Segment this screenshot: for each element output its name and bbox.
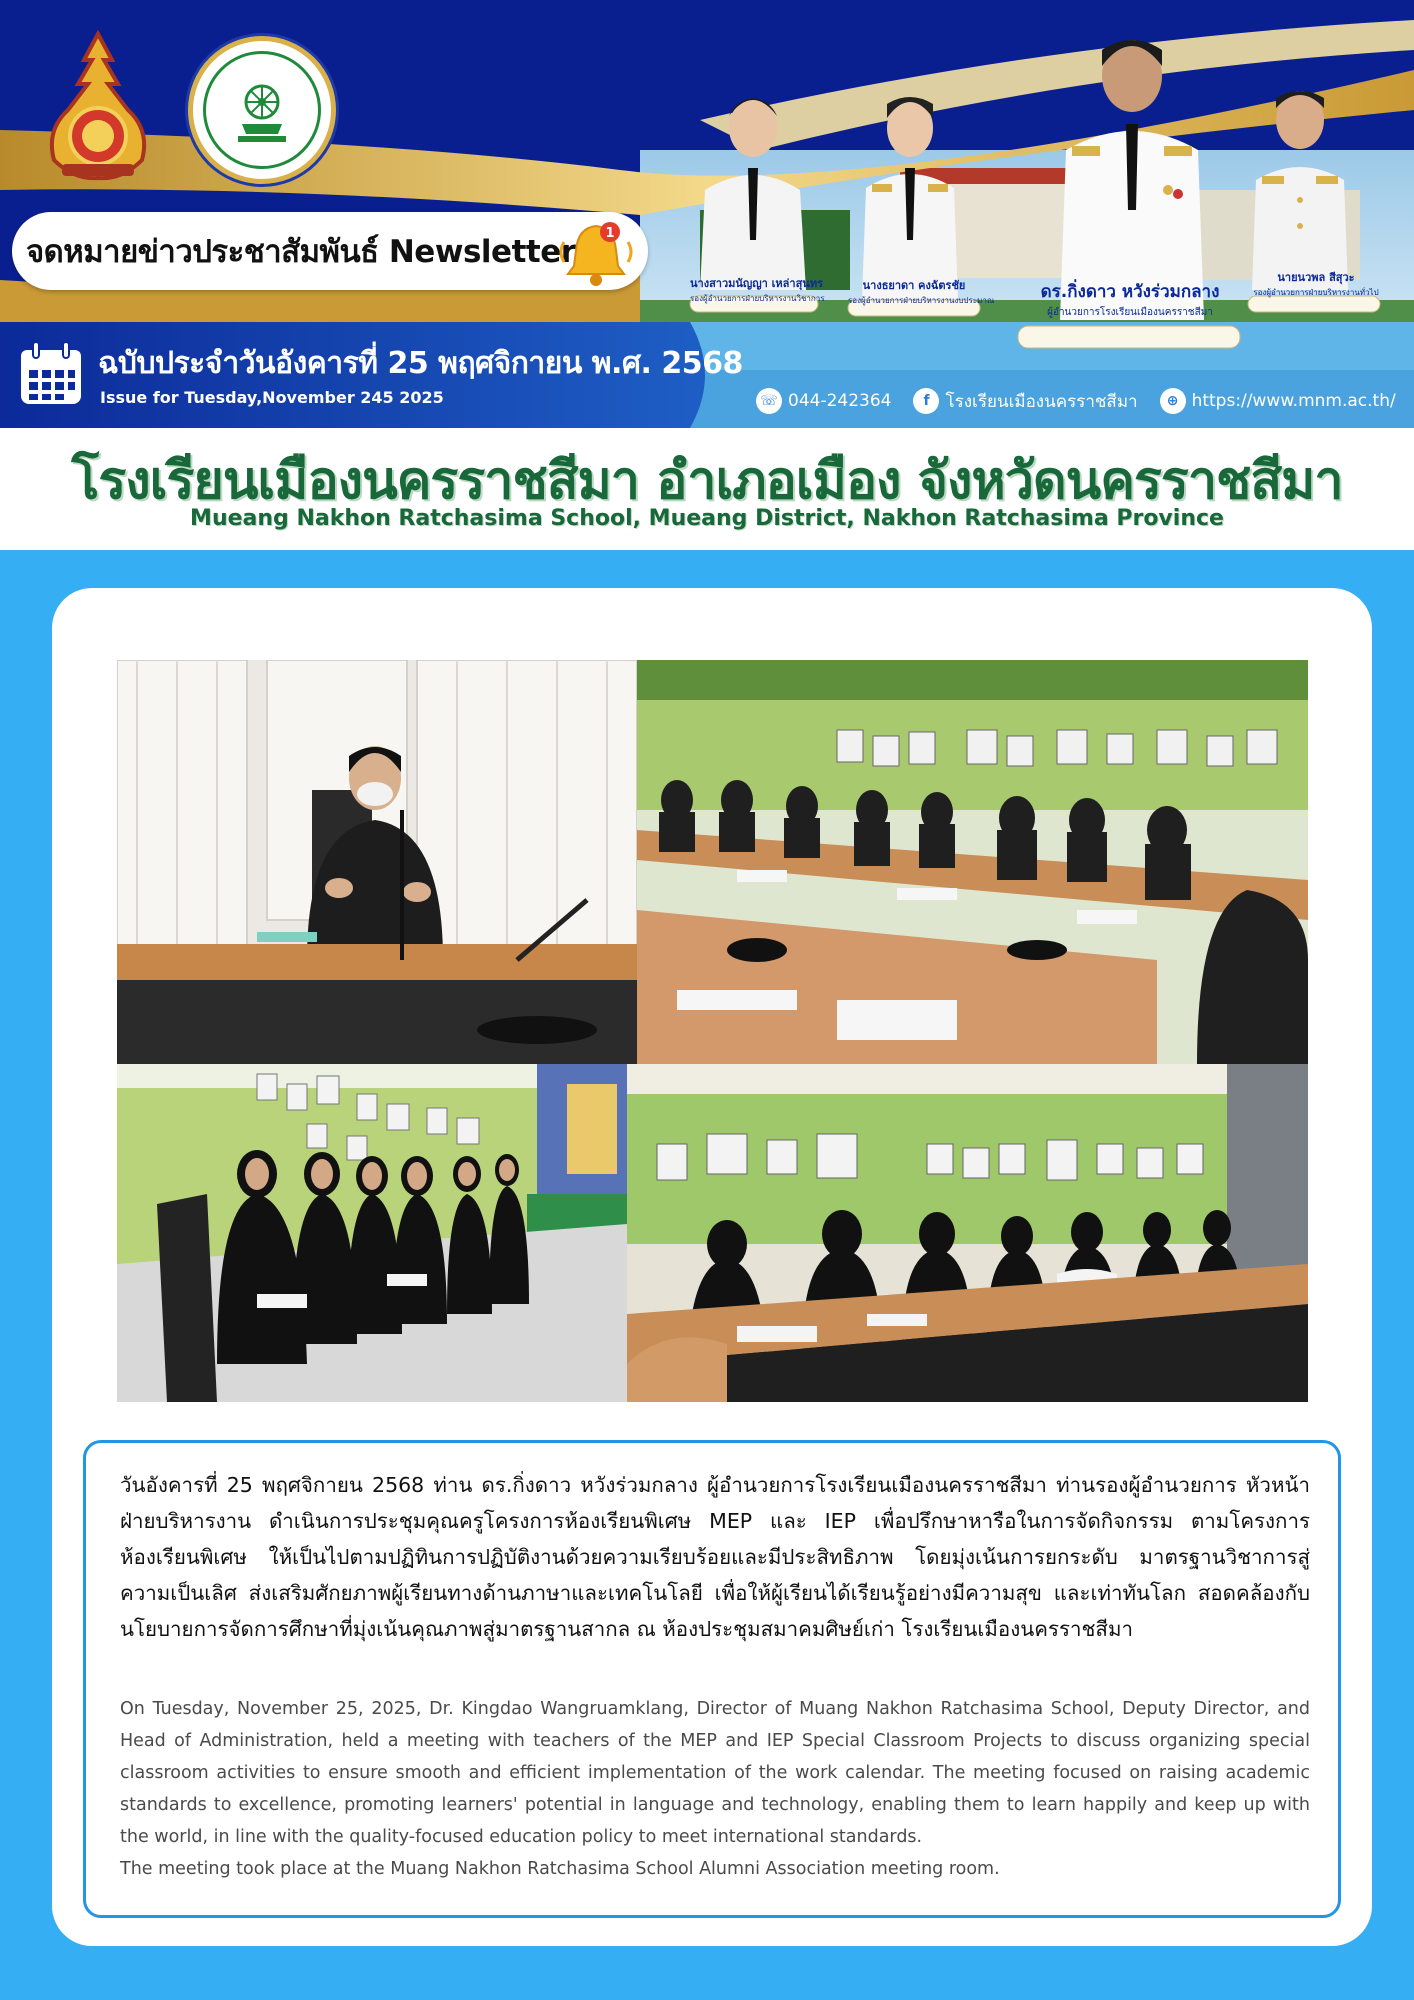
phone-number: 044-242364 [788,391,892,411]
person-1-name: นางสาวมนัญญา เหล่าสุนทร [690,277,823,290]
photo-collage [117,660,1308,1402]
person-4-position: รองผู้อำนวยการฝ่ายบริหารงานทั่วไป [1253,288,1379,297]
person-2-figure [862,97,958,300]
person-4-figure [1252,91,1348,290]
person-1-figure [700,98,806,290]
website-url: https://www.mnm.ac.th/ [1191,391,1396,411]
facebook-contact[interactable] [913,388,1137,415]
phone-icon: ☏ [756,388,782,414]
person-4-name: นายนวพล สีสุวะ [1277,271,1355,284]
facebook-page-name: โรงเรียนเมืองนครราชสีมา [945,391,1138,412]
calendar-icon [18,340,84,408]
person-2-position: รองผู้อำนวยการฝ่ายบริหารงานงบประมาณ [848,296,995,305]
photo-director-speaking [117,660,637,1064]
newsletter-title: จดหมายข่าวประชาสัมพันธ์ Newsletter [26,234,576,270]
person-4-caption [1250,268,1382,299]
photo-teachers-long-table [627,1064,1308,1402]
school-name-band [0,428,1414,550]
person-3-name: ดร.กิ่งดาว หวังร่วมกลาง [1040,282,1220,302]
newsletter-header [0,0,1414,428]
issue-date-thai: ฉบับประจำวันอังคารที่ 25 พฤศจิกายน พ.ศ. 2568 [98,346,743,381]
article-body-english: On Tuesday, November 25, 2025, Dr. Kingdao Wangruamklang, Director of Muang Nakhon Ratchasima School, Deputy Director, and Head of Administration, held a meeting with teachers of the MEP and IEP Special Classroom Projects to discuss organizing special classroom activities to ensure smooth and efficient implementation of the work calendar. The meeting focused on raising academic standards to excellence, promoting learners' potential in language and technology, enabling them to learn happily and keep up with the world, in line with the quality-focused education policy to meet international standards. [120,1699,1310,1847]
article-body-english-location: The meeting took place at the Muang Nakhon Ratchasima School Alumni Association meeting room. [120,1859,1000,1879]
photo-teachers-seated-row [117,1064,627,1402]
website-contact[interactable] [1160,388,1396,414]
school-name-english: Mueang Nakhon Ratchasima School, Mueang District, Nakhon Ratchasima Province [190,506,1224,531]
person-1-caption [690,274,825,305]
school-name-thai: โรงเรียนเมืองนครราชสีมา อำเภอเมือง จังหวัดนครราชสีมา [71,451,1343,511]
article-body-thai: วันอังคารที่ 25 พฤศจิกายน 2568 ท่าน ดร.กิ่งดาว หวังร่วมกลาง ผู้อำนวยการโรงเรียนเมืองนครราชสีมา ท่านรองผู้อำนวยการ หัวหน้าฝ่ายบริหารงาน ดำเนินการประชุมคุณครูโครงการห้องเรียนพิเศษ MEP และ IEP เพื่อปรึกษาหารือในการจัดกิจกรรม ตามโครงการห้องเรียนพิเศษ ให้เป็นไปตามปฏิทินการปฏิบัติงานด้วยความเรียบร้อยและมีประสิทธิภาพ โดยมุ่งเน้นการยกระดับ มาตรฐานวิชาการสู่ความเป็นเลิศ ส่งเสริมศักยภาพผู้เรียนทางด้านภาษาและเทคโนโลยี เพื่อให้ผู้เรียนได้เรียนรู้อย่างมีความสุข และเท่าทันโลก สอดคล้องกับนโยบายการจัดการศึกษาที่มุ่งเน้นคุณภาพสู่มาตรฐานสากล ณ ห้องประชุมสมาคมศิษย์เก่า โรงเรียนเมืองนครราชสีมา [120,1473,1310,1641]
issue-date-english: Issue for Tuesday,November 245 2025 [100,388,444,407]
phone-contact[interactable] [756,388,891,414]
article-card [52,588,1372,1946]
contact-bar [756,386,1408,416]
article-text-box [83,1440,1341,1918]
facebook-icon: f [913,388,939,414]
person-1-position: รองผู้อำนวยการฝ่ายบริหารงานวิชาการ [690,294,825,303]
person-3-caption [1030,278,1230,320]
person-2-caption [848,276,995,307]
photo-teachers-meeting-table [637,660,1308,1064]
person-3-position: ผู้อำนวยการโรงเรียนเมืองนครราชสีมา [1047,307,1213,318]
notification-badge: 1 [605,226,615,241]
globe-icon: ⊕ [1160,388,1186,414]
person-2-name: นางธยาดา คงฉัตรชัย [862,279,966,292]
